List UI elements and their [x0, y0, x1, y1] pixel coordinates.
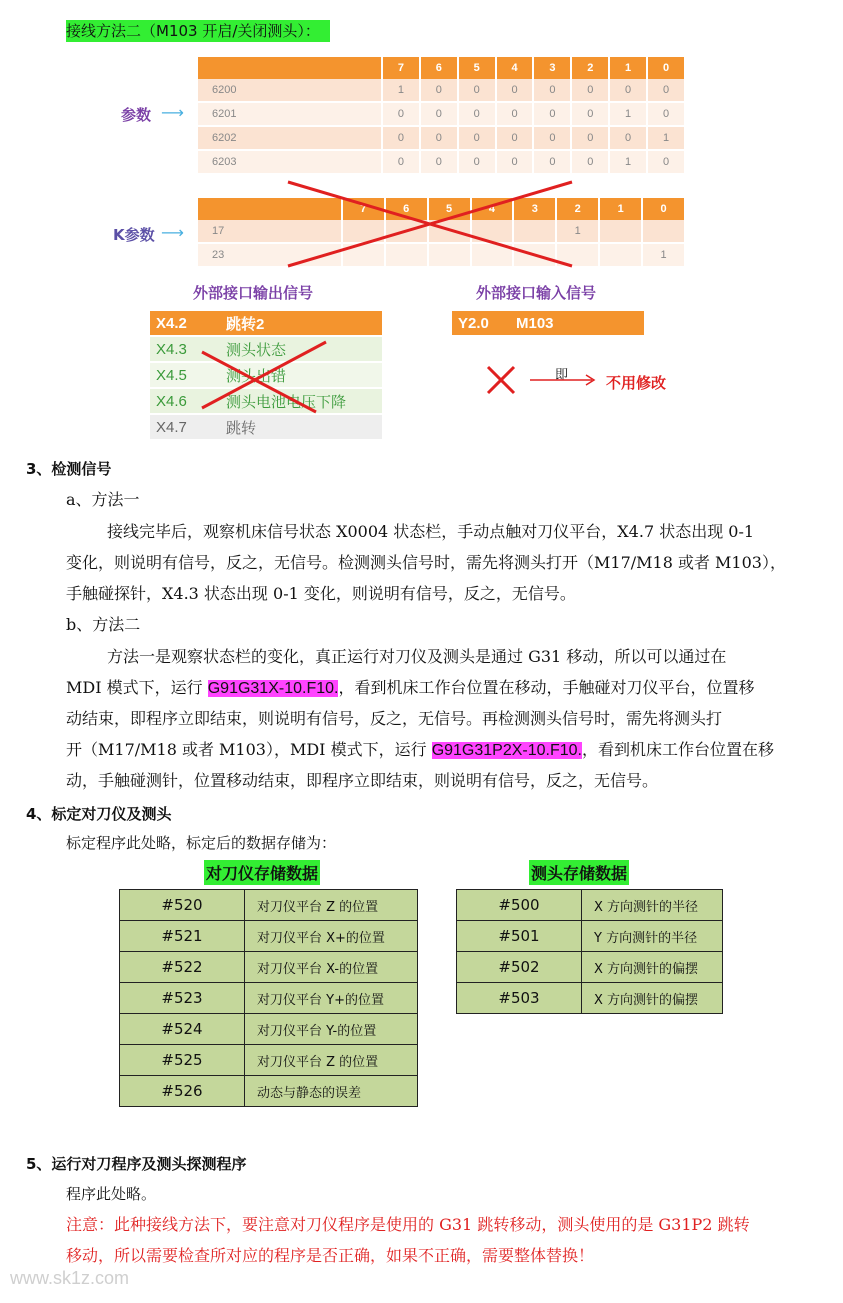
table-cell: 0: [571, 150, 609, 174]
table-cell: 0: [420, 150, 458, 174]
table-cell: 1: [609, 150, 647, 174]
method-b-para-2: MDI 模式下，运行 G91G31X-10.F10.，看到机床工作台位置在移动，手触碰对刀仪平台，位置移: [66, 678, 755, 697]
table-cell: [599, 243, 642, 267]
macro-variable: #525: [120, 1045, 245, 1076]
param-table: [198, 57, 686, 175]
code-g31p2-probe: G91G31P2X-10.F10.: [431, 742, 582, 759]
param-col-header: [198, 57, 382, 79]
param-col-header: 1: [599, 198, 642, 220]
param-col-header: 5: [428, 198, 471, 220]
signal-desc: 测头出错: [220, 362, 382, 388]
variable-desc: X 方向测针的半径: [582, 890, 723, 921]
method-b-title: b、方法二: [66, 615, 141, 634]
table-cell: 6202: [198, 126, 382, 150]
table-cell: 6203: [198, 150, 382, 174]
cross-mark-icon: [280, 178, 580, 270]
code-g31-tool: G91G31X-10.F10.: [207, 680, 339, 697]
table-cell: [599, 220, 642, 243]
param-col-header: 4: [471, 198, 514, 220]
macro-variable: #502: [457, 952, 582, 983]
watermark: www.sk1z.com: [10, 1268, 130, 1288]
param-col-header: 4: [496, 57, 534, 79]
macro-variable: #523: [120, 983, 245, 1014]
macro-variable: #522: [120, 952, 245, 983]
macro-variable: #521: [120, 921, 245, 952]
note-line-2: 移动，所以需要检查所对应的程序是否正确，如果不正确，需要整体替换！: [66, 1246, 595, 1265]
variable-desc: 对刀仪平台 Z 的位置: [245, 890, 418, 921]
method-a-para-2: 变化，则说明有信号，反之，无信号。检测测头信号时，需先将测头打开（M17/M18 或者 M103），: [66, 553, 786, 572]
param-col-header: 6: [385, 198, 428, 220]
data-row: [120, 1014, 418, 1045]
note-line-1: 注意：此种接线方法下，要注意对刀仪程序是使用的 G31 跳转移动，测头使用的是 G31P2 跳转: [66, 1215, 750, 1234]
signal-desc: 测头电池电压下降: [220, 388, 382, 414]
signal-address: X4.2: [150, 311, 220, 336]
cross-mark-icon: [196, 338, 332, 416]
signal-desc: 跳转2: [220, 311, 382, 336]
table-cell: 0: [496, 79, 534, 102]
signal-row: [452, 311, 644, 336]
data-row: [120, 1076, 418, 1107]
param-col-header: 5: [458, 57, 496, 79]
table-cell: [642, 220, 685, 243]
output-signal-title: 外部接口输出信号: [193, 284, 314, 302]
input-signal-table: [452, 311, 644, 337]
table-cell: 0: [571, 126, 609, 150]
variable-desc: X 方向测针的偏摆: [582, 952, 723, 983]
param-label: 参数: [121, 106, 152, 124]
table-cell: 0: [496, 102, 534, 126]
table-cell: 0: [533, 150, 571, 174]
table-cell: 0: [496, 150, 534, 174]
input-signal-title: 外部接口输入信号: [476, 284, 597, 302]
table-cell: 0: [496, 126, 534, 150]
table-cell: 0: [458, 126, 496, 150]
heading-detect-signal: 3、检测信号: [26, 460, 112, 478]
data-row: [120, 890, 418, 921]
signal-desc: M103: [510, 311, 644, 336]
variable-desc: 对刀仪平台 Y+的位置: [245, 983, 418, 1014]
table-cell: 0: [647, 79, 685, 102]
data-row: [120, 952, 418, 983]
method-b-para-4: 开（M17/M18 或者 M103），MDI 模式下，运行 G91G31P2X-10.F10.，看到机床工作台位置在移: [66, 740, 775, 759]
table-cell: 1: [556, 220, 599, 243]
macro-variable: #520: [120, 890, 245, 921]
table-row: [198, 126, 685, 150]
signal-row: [150, 414, 382, 440]
arrow-right-icon: ⟶: [161, 103, 184, 122]
data-row: [120, 983, 418, 1014]
data-row: [457, 890, 723, 921]
method-b-para-5: 动，手触碰测针，位置移动结束，即程序立即结束，则说明有信号，反之，无信号。: [66, 771, 659, 790]
variable-desc: 对刀仪平台 Z 的位置: [245, 1045, 418, 1076]
macro-variable: #524: [120, 1014, 245, 1045]
table-row: [198, 102, 685, 126]
table-cell: 0: [420, 102, 458, 126]
table-row: [198, 150, 685, 174]
data-row: [457, 952, 723, 983]
table-cell: 1: [382, 79, 420, 102]
data-row: [457, 921, 723, 952]
table-cell: 0: [382, 126, 420, 150]
macro-variable: #503: [457, 983, 582, 1014]
variable-desc: 对刀仪平台 X-的位置: [245, 952, 418, 983]
table-cell: 23: [198, 243, 342, 267]
signal-address: X4.7: [150, 414, 220, 440]
data-row: [120, 921, 418, 952]
table-cell: 0: [571, 102, 609, 126]
table-cell: 0: [533, 126, 571, 150]
signal-address: Y2.0: [452, 311, 510, 336]
param-col-header: 0: [642, 198, 685, 220]
macro-variable: #526: [120, 1076, 245, 1107]
heading-calibrate: 4、标定对刀仪及测头: [26, 805, 172, 823]
table-cell: 17: [198, 220, 342, 243]
table-cell: 6200: [198, 79, 382, 102]
signal-desc: 测头状态: [220, 336, 382, 362]
signal-desc: 跳转: [220, 414, 382, 440]
param-col-header: 6: [420, 57, 458, 79]
param-col-header: 3: [513, 198, 556, 220]
table-cell: 0: [420, 79, 458, 102]
param-col-header: 2: [556, 198, 599, 220]
probe-data-title: 测头存储数据: [529, 860, 629, 885]
table-cell: 6201: [198, 102, 382, 126]
table-cell: 0: [458, 102, 496, 126]
variable-desc: 动态与静态的误差: [245, 1076, 418, 1107]
variable-desc: Y 方向测针的半径: [582, 921, 723, 952]
k-param-label: K参数: [113, 226, 155, 244]
method-b-para-1: 方法一是观察状态栏的变化，真正运行对刀仪及测头是通过 G31 移动，所以可以通过在: [107, 647, 727, 666]
table-cell: 0: [647, 102, 685, 126]
macro-variable: #500: [457, 890, 582, 921]
arrow-right-icon: [530, 374, 598, 386]
calibrate-intro: 标定程序此处略，标定后的数据存储为：: [66, 834, 337, 852]
param-col-header: 7: [342, 198, 385, 220]
table-cell: 0: [571, 79, 609, 102]
table-cell: 0: [647, 150, 685, 174]
signal-address: X4.3: [150, 336, 220, 362]
table-cell: 0: [382, 102, 420, 126]
table-cell: 0: [533, 79, 571, 102]
param-col-header: 2: [571, 57, 609, 79]
table-cell: 0: [420, 126, 458, 150]
table-cell: 0: [458, 79, 496, 102]
program-omitted: 程序此处略。: [66, 1185, 157, 1203]
variable-desc: 对刀仪平台 Y-的位置: [245, 1014, 418, 1045]
signal-row: [150, 311, 382, 336]
table-cell: 1: [647, 126, 685, 150]
table-cell: 0: [458, 150, 496, 174]
variable-desc: 对刀仪平台 X+的位置: [245, 921, 418, 952]
signal-address: X4.6: [150, 388, 220, 414]
param-col-header: 3: [533, 57, 571, 79]
table-cell: 0: [609, 79, 647, 102]
param-col-header: 1: [609, 57, 647, 79]
table-row: [198, 79, 685, 102]
variable-desc: X 方向测针的偏摆: [582, 983, 723, 1014]
data-row: [120, 1045, 418, 1076]
table-cell: 0: [382, 150, 420, 174]
param-col-header: 7: [382, 57, 420, 79]
macro-variable: #501: [457, 921, 582, 952]
method-b-para-3: 动结束，即程序立即结束，则说明有信号，反之，无信号。再检测测头信号时，需先将测头打: [66, 709, 723, 728]
section-title: 接线方法二（M103 开启/关闭测头）：: [66, 20, 330, 42]
legend-arrow-label: 即: [555, 368, 569, 383]
probe-data-table: [456, 889, 723, 1014]
table-cell: 1: [609, 102, 647, 126]
table-cell: 0: [533, 102, 571, 126]
param-col-header: 0: [647, 57, 685, 79]
cross-mark-icon: [486, 365, 516, 395]
method-a-para-1: 接线完毕后，观察机床信号状态 X0004 状态栏，手动点触对刀仪平台，X4.7 状态出现 0-1: [107, 522, 755, 541]
table-cell: 0: [609, 126, 647, 150]
method-a-para-3: 手触碰探针，X4.3 状态出现 0-1 变化，则说明有信号，反之，无信号。: [66, 584, 576, 603]
table-cell: 1: [642, 243, 685, 267]
legend-text: 不用修改: [606, 374, 667, 392]
tool-data-title: 对刀仪存储数据: [204, 860, 320, 885]
tool-data-table: [119, 889, 418, 1107]
heading-run-program: 5、运行对刀程序及测头探测程序: [26, 1155, 247, 1173]
signal-address: X4.5: [150, 362, 220, 388]
method-a-title: a、方法一: [66, 490, 140, 509]
data-row: [457, 983, 723, 1014]
arrow-right-icon: ⟶: [161, 223, 184, 242]
